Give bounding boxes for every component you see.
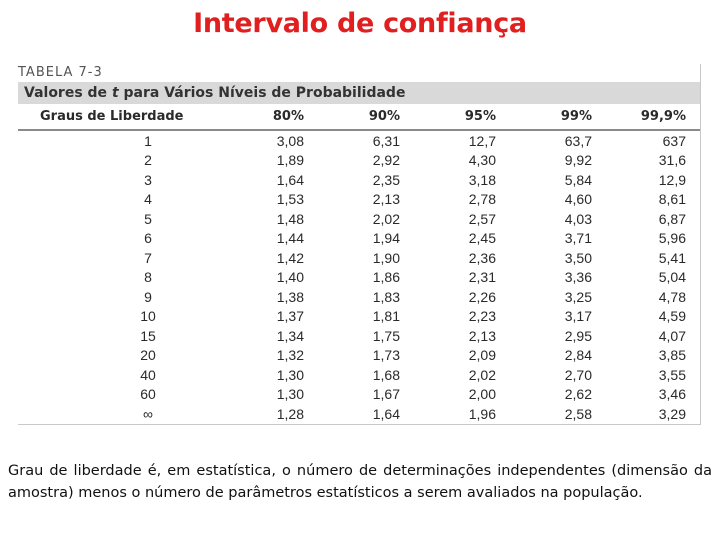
- cell-df: 8: [144, 269, 152, 286]
- table-row: [18, 326, 700, 346]
- cell-p99-9: 3,85: [658, 347, 686, 364]
- table-row: [18, 346, 700, 366]
- table-row: [18, 170, 700, 190]
- cell-p90: 2,02: [372, 210, 400, 227]
- table-row: [18, 151, 700, 171]
- cell-df: 6: [144, 230, 152, 247]
- header-95: 95%: [414, 104, 510, 130]
- cell-p99: 2,84: [564, 347, 592, 364]
- cell-p80: 1,40: [276, 269, 304, 286]
- table-row: [18, 190, 700, 210]
- cell-df: 10: [140, 308, 156, 325]
- table-row: [18, 229, 700, 249]
- table-title-variable: t: [111, 85, 119, 101]
- table-row: [18, 268, 700, 288]
- cell-p99-9: 5,96: [658, 230, 686, 247]
- cell-p99-9: 3,55: [658, 366, 686, 383]
- cell-p80: 1,30: [276, 386, 304, 403]
- table-row: [18, 365, 700, 385]
- table-title: [18, 82, 700, 104]
- cell-p95: 4,30: [468, 152, 496, 169]
- cell-p99: 3,36: [564, 269, 592, 286]
- cell-p99-9: 4,78: [658, 288, 686, 305]
- table-row: [18, 404, 700, 424]
- cell-p95: 2,26: [468, 288, 496, 305]
- cell-p90: 1,68: [372, 366, 400, 383]
- cell-df: 40: [140, 366, 156, 383]
- cell-df: 1: [144, 132, 152, 149]
- cell-p99: 3,17: [564, 308, 592, 325]
- cell-p95: 2,09: [468, 347, 496, 364]
- cell-p90: 1,73: [372, 347, 400, 364]
- cell-p95: 2,45: [468, 230, 496, 247]
- cell-p80: 1,37: [276, 308, 304, 325]
- cell-p90: 1,81: [372, 308, 400, 325]
- cell-p90: 1,67: [372, 386, 400, 403]
- header-degrees-of-freedom: Graus de Liberdade: [18, 104, 218, 130]
- table-row: [18, 209, 700, 229]
- cell-p80: 1,53: [276, 191, 304, 208]
- cell-p80: 1,44: [276, 230, 304, 247]
- cell-p80: 3,08: [276, 132, 304, 149]
- cell-p90: 2,13: [372, 191, 400, 208]
- cell-p99: 2,70: [564, 366, 592, 383]
- cell-p99: 63,7: [564, 132, 592, 149]
- cell-p95: 2,36: [468, 249, 496, 266]
- cell-p90: 1,90: [372, 249, 400, 266]
- cell-p95: 2,23: [468, 308, 496, 325]
- t-distribution-table: [18, 64, 701, 425]
- slide-title: Intervalo de confiança: [193, 8, 527, 39]
- cell-p95: 1,96: [414, 404, 510, 424]
- cell-df: 2: [144, 152, 152, 169]
- cell-p95: 2,13: [468, 327, 496, 344]
- cell-df: 7: [144, 249, 152, 266]
- cell-p80: 1,89: [276, 152, 304, 169]
- cell-p99: 3,71: [564, 230, 592, 247]
- cell-p80: 1,64: [276, 171, 304, 188]
- cell-p90: 1,94: [372, 230, 400, 247]
- cell-p99-9: 6,87: [658, 210, 686, 227]
- table-row: [18, 248, 700, 268]
- cell-p95: 3,18: [468, 171, 496, 188]
- table-body: [18, 130, 700, 424]
- cell-p95: 2,00: [468, 386, 496, 403]
- header-99-9: 99,9%: [606, 104, 700, 130]
- cell-p80: 1,28: [218, 404, 318, 424]
- header-80: 80%: [218, 104, 318, 130]
- cell-p80: 1,42: [276, 249, 304, 266]
- cell-df: 15: [140, 327, 156, 344]
- cell-p99-9: 8,61: [658, 191, 686, 208]
- cell-p99-9: 4,59: [658, 308, 686, 325]
- cell-df: 4: [144, 191, 152, 208]
- table-row: [18, 130, 700, 151]
- cell-df: 3: [144, 171, 152, 188]
- cell-p99: 2,95: [564, 327, 592, 344]
- cell-p99: 2,58: [510, 404, 606, 424]
- cell-p80: 1,30: [276, 366, 304, 383]
- cell-p90: 6,31: [372, 132, 400, 149]
- table-label: TABELA 7-3: [18, 65, 103, 80]
- cell-p90: 1,86: [372, 269, 400, 286]
- table-row: [18, 385, 700, 405]
- cell-p90: 2,92: [372, 152, 400, 169]
- cell-p99-9: 4,07: [658, 327, 686, 344]
- cell-p80: 1,34: [276, 327, 304, 344]
- cell-p80: 1,48: [276, 210, 304, 227]
- header-99: 99%: [510, 104, 606, 130]
- cell-p99: 4,60: [564, 191, 592, 208]
- cell-p95: 12,7: [468, 132, 496, 149]
- cell-df: 60: [140, 386, 156, 403]
- footnote-definition: Grau de liberdade é, em estatística, o número de determinações independentes (dimensão da amostra) menos o número de parâmetros estatísticos a serem avaliados na população.: [8, 463, 712, 501]
- cell-df: 9: [144, 288, 152, 305]
- cell-p99-9: 5,04: [658, 269, 686, 286]
- cell-p99: 9,92: [564, 152, 592, 169]
- cell-p99-9: 31,6: [658, 152, 686, 169]
- cell-p95: 2,57: [468, 210, 496, 227]
- table-title-suffix: para Vários Níveis de Probabilidade: [118, 85, 406, 101]
- cell-p99: 4,03: [564, 210, 592, 227]
- t-values-table: [18, 104, 700, 425]
- cell-p80: 1,32: [276, 347, 304, 364]
- table-row: [18, 287, 700, 307]
- table-header-row: [18, 104, 700, 130]
- cell-p99: 5,84: [564, 171, 592, 188]
- cell-df: 20: [140, 347, 156, 364]
- cell-p99: 3,25: [564, 288, 592, 305]
- cell-p90: 1,75: [372, 327, 400, 344]
- header-90: 90%: [318, 104, 414, 130]
- cell-p99-9: 3,46: [658, 386, 686, 403]
- cell-df: ∞: [18, 404, 218, 424]
- cell-p80: 1,38: [276, 288, 304, 305]
- cell-p99-9: 12,9: [658, 171, 686, 188]
- cell-df: 5: [144, 210, 152, 227]
- cell-p95: 2,78: [468, 191, 496, 208]
- cell-p90: 2,35: [372, 171, 400, 188]
- cell-p99-9: 3,29: [606, 404, 700, 424]
- cell-p90: 1,83: [372, 288, 400, 305]
- cell-p99: 3,50: [564, 249, 592, 266]
- cell-p90: 1,64: [318, 404, 414, 424]
- cell-p95: 2,02: [468, 366, 496, 383]
- cell-p99-9: 5,41: [658, 249, 686, 266]
- cell-p99: 2,62: [564, 386, 592, 403]
- cell-p95: 2,31: [468, 269, 496, 286]
- table-title-prefix: Valores de: [24, 85, 112, 101]
- cell-p99-9: 637: [662, 132, 686, 149]
- table-row: [18, 307, 700, 327]
